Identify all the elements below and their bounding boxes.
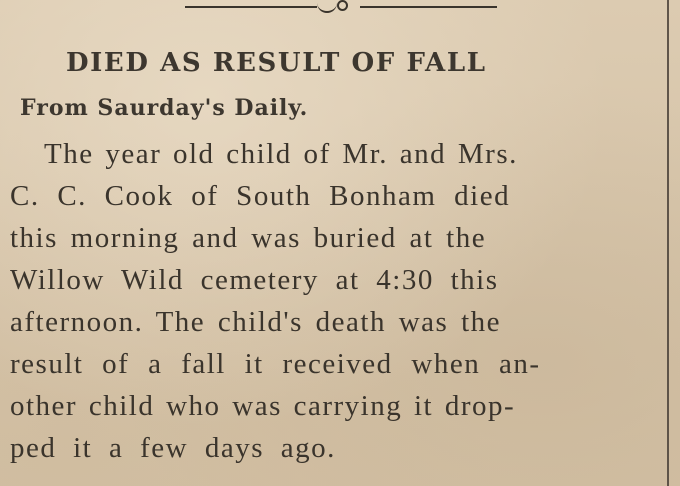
article-body-line: Willow Wild cemetery at 4:30 this	[10, 264, 499, 296]
article-body-line: this morning and was buried at the	[10, 222, 487, 254]
article-headline: DIED AS RESULT OF FALL	[66, 48, 487, 78]
divider-ring	[337, 0, 348, 11]
divider-rule-left	[185, 6, 317, 8]
article-body-line: other child who was carrying it drop-	[10, 390, 516, 422]
article-body-line: afternoon. The child's death was the	[10, 306, 502, 338]
divider-tilde	[317, 1, 337, 13]
section-divider-ornament	[185, 0, 497, 16]
article-dateline: From Saurday's Daily.	[20, 95, 309, 121]
article-body-line: The year old child of Mr. and Mrs.	[44, 138, 518, 170]
column-rule	[667, 0, 669, 486]
article-body-line: C. C. Cook of South Bonham died	[10, 180, 511, 212]
article-body-line: result of a fall it received when an-	[10, 348, 541, 380]
divider-rule-right	[360, 6, 497, 8]
article-body-line: ped it a few days ago.	[10, 432, 336, 464]
